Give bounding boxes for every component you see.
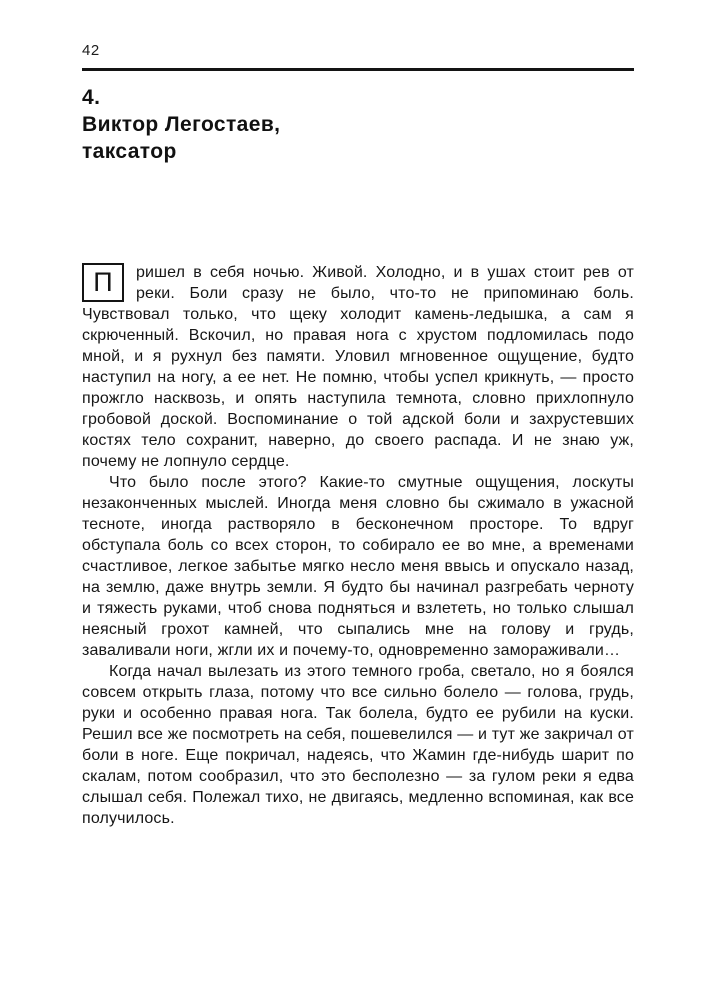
paragraph-text: ришел в себя ночью. Живой. Холодно, и в ушах стоит рев от реки. Боли сразу не было, что-то не припоминаю боль. Чувствовал только, что щеку холодит камень-ледышка, а сам я скрюченный. Вскочил, но правая нога с хрустом подломилась подо мной, и я рухнул без памяти. Уловил мгновенное ощущение, будто наступил на ногу, а ее нет. Не помню, чтобы успел крикнуть, — просто прожгло насквозь, и опять наступила темнота, словно прихлопнуло гробовой доской. Воспоминание о той адской боли и захрустевших костях тело сохранит, наверно, до своего распада. И не знаю уж, почему не лопнуло сердце. <box>82 264 634 470</box>
chapter-heading <box>82 84 634 165</box>
dropcap-letter: П <box>93 267 113 297</box>
chapter-author-name: Виктор Легостаев, <box>82 113 281 136</box>
body-text <box>82 262 634 829</box>
chapter-author-role: таксатор <box>82 140 177 163</box>
dropcap-box <box>82 263 124 302</box>
paragraph: Когда начал вылезать из этого темного гроба, светало, но я боялся совсем открыть глаза, потому что все сильно болело — голова, грудь, руки и особенно правая нога. Так болела, будто ее рубили на куски. Решил все же посмотреть на себя, пошевелился — и тут же закричал от боли в ноге. Еще покричал, надеясь, что Жамин где-нибудь шарит по скалам, потом сообразил, что это бесполезно — за гулом реки я едва слышал себя. Полежал тихо, не двигаясь, медленно вспоминая, как все получилось. <box>82 663 634 827</box>
divider-rule <box>82 68 634 71</box>
chapter-number: 4. <box>82 86 101 109</box>
page-number: 42 <box>82 42 100 59</box>
paragraph: Что было после этого? Какие-то смутные ощущения, лоскуты незаконченных мыслей. Иногда меня словно бы сжимало в ужасной тесноте, иногда растворяло в бесконечном просторе. То вдруг обступала боль со всех сторон, то собирало ее во мне, а временами счастливое, легкое забытье мягко несло меня ввысь и опускало назад, на землю, даже внутрь земли. Я будто бы начинал разгребать черноту и тяжесть руками, чтоб снова подняться и взлететь, но только слышал неясный грохот камней, что сыпались мне на голову и грудь, заваливали ноги, жгли их и почему-то, одновременно замораживали… <box>82 474 634 659</box>
paragraph-first <box>82 262 634 472</box>
